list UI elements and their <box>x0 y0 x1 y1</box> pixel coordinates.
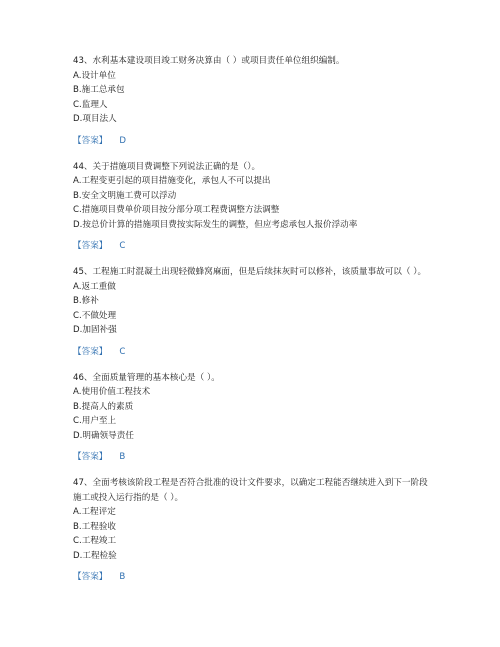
question-stem: 45、工程施工时混凝土出现轻微蜂窝麻面，但是后续抹灰时可以修补，该质量事故可以（ ）。 <box>73 267 427 277</box>
question-stem: 44、关于措施项目费调整下列说法正确的是（）。 <box>73 161 261 172</box>
option-b: B.修补 <box>73 296 99 306</box>
question-45 <box>73 265 433 359</box>
option-a: A.工程评定 <box>73 507 116 517</box>
answer-label: 【答案】 <box>73 572 108 582</box>
question-stem: 43、水利基本建设项目竣工财务决算由（ ）或项目责任单位组织编制。 <box>73 56 345 66</box>
option-d: D.工程检验 <box>73 550 117 561</box>
option-b: B.安全文明施工费可以浮动 <box>73 190 177 201</box>
option-d: D.按总价计算的措施项目费按实际发生的调整，但应考虑承包人报价浮动率 <box>73 219 358 230</box>
answer-line <box>73 450 433 464</box>
option-d: D.项目法人 <box>73 114 117 124</box>
answer-value: C <box>119 241 126 251</box>
option-c: C.监理人 <box>73 99 108 110</box>
answer-label: 【答案】 <box>73 346 108 357</box>
answer-line <box>73 345 433 359</box>
answer-line <box>73 239 433 253</box>
option-b: B.工程验收 <box>73 521 117 532</box>
option-d: D.明确领导责任 <box>73 430 134 441</box>
answer-value: B <box>119 452 126 462</box>
option-b: B.提高人的素质 <box>73 401 134 412</box>
answer-label: 【答案】 <box>73 452 108 462</box>
answer-label: 【答案】 <box>73 241 108 251</box>
option-d: D.加固补强 <box>73 325 117 335</box>
option-a: A.使用价值工程技术 <box>73 387 151 397</box>
answer-line <box>73 570 433 584</box>
question-44 <box>73 160 433 254</box>
question-stem: 47、全面考核该阶段工程是否符合批准的设计文件要求，以确定工程能否继续进入到下一阶段施工或投入运行指的是（ ）。 <box>73 478 428 503</box>
option-a: A.设计单位 <box>73 70 116 81</box>
option-b: B.施工总承包 <box>73 85 125 95</box>
answer-label: 【答案】 <box>73 135 108 146</box>
exam-page <box>73 54 433 596</box>
option-c: C.用户至上 <box>73 416 117 426</box>
answer-value: B <box>119 572 126 582</box>
option-a: A.工程变更引起的项目措施变化，承包人不可以提出 <box>73 176 271 186</box>
question-stem: 46、全面质量管理的基本核心是（ ）。 <box>73 372 220 383</box>
option-c: C.不做处理 <box>73 310 117 321</box>
answer-line <box>73 134 433 148</box>
option-a: A.返工重做 <box>73 281 116 292</box>
answer-value: C <box>119 346 126 357</box>
question-46 <box>73 371 433 465</box>
answer-value: D <box>119 135 127 146</box>
option-c: C.工程竣工 <box>73 536 117 546</box>
question-47 <box>73 476 433 584</box>
question-43 <box>73 54 433 148</box>
option-c: C.措施项目费单价项目按分部分项工程费调整方法调整 <box>73 205 280 215</box>
